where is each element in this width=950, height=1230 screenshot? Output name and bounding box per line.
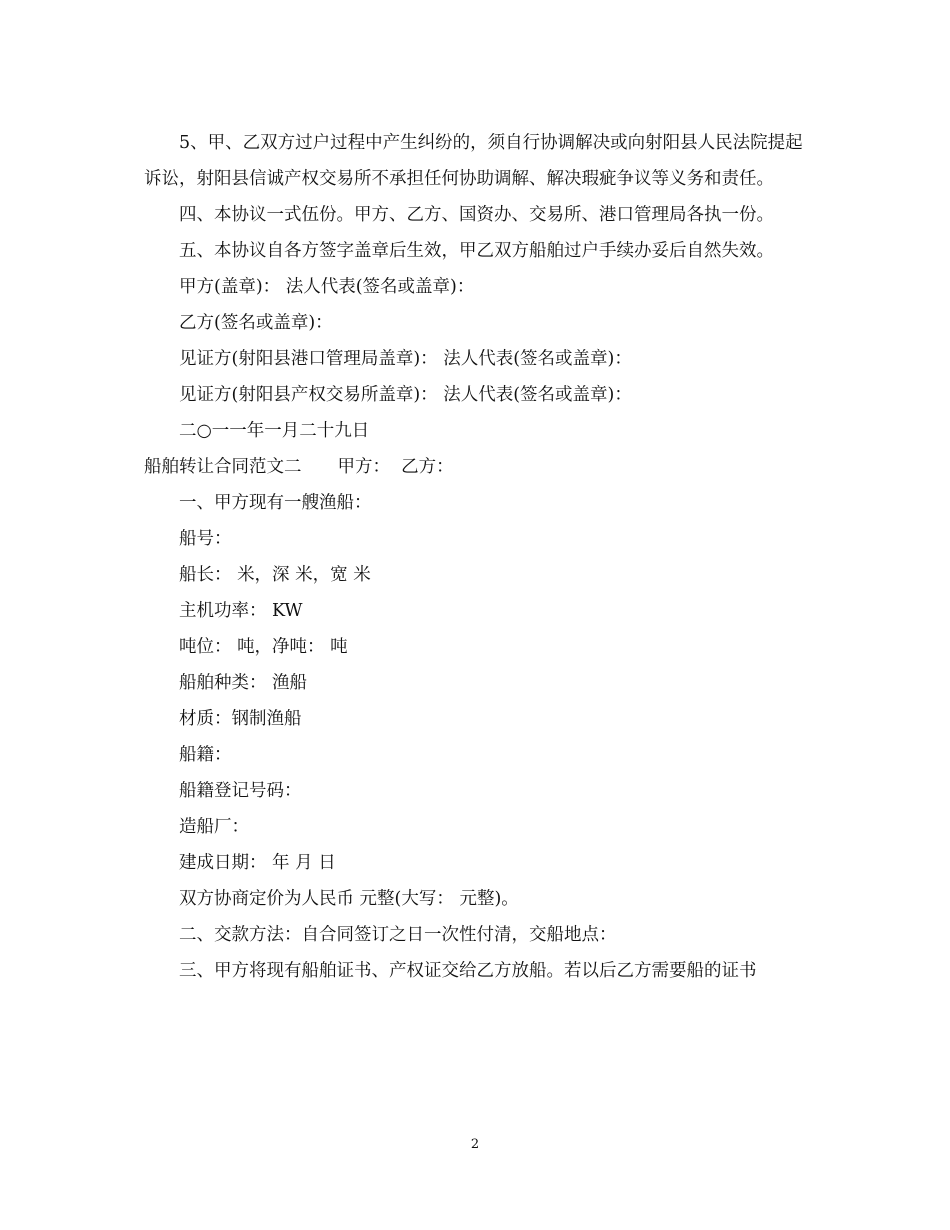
paragraph-effect: 五、本协议自各方签字盖章后生效，甲乙双方船舶过户手续办妥后自然失效。 — [179, 241, 774, 261]
field-build-date: 建成日期： 年 月 日 — [179, 853, 336, 873]
field-material: 材质：钢制渔船 — [179, 709, 302, 729]
field-tonnage: 吨位： 吨，净吨： 吨 — [179, 637, 348, 657]
page-number: 2 — [470, 1137, 480, 1152]
document-body — [144, 125, 806, 989]
field-vessel-number: 船号： — [179, 529, 232, 549]
signature-witness-port: 见证方(射阳县港口管理局盖章)： 法人代表(签名或盖章)： — [179, 349, 632, 369]
signature-party-a: 甲方(盖章)： 法人代表(签名或盖章)： — [179, 277, 475, 297]
contract-two-party-b: 乙方： — [401, 457, 454, 477]
field-vessel-intro: 一、甲方现有一艘渔船： — [179, 493, 372, 513]
contract-two-title: 船舶转让合同范文二 — [144, 457, 302, 477]
field-vessel-type: 船舶种类： 渔船 — [179, 673, 308, 693]
field-price: 双方协商定价为人民币 元整(大写： 元整)。 — [179, 889, 519, 909]
field-registry: 船籍： — [179, 745, 232, 765]
field-registry-number: 船籍登记号码： — [179, 781, 302, 801]
paragraph-dispute: 5、甲、乙双方过户过程中产生纠纷的，须自行协调解决或向射阳县人民法院提起诉讼，射阳县信诚产权交易所不承担任何协助调解、解决瑕疵争议等义务和责任。 — [144, 133, 803, 189]
field-engine-power: 主机功率： KW — [179, 601, 303, 621]
field-vessel-dimensions: 船长： 米，深 米，宽 米 — [179, 565, 371, 585]
field-payment-method: 二、交款方法：自合同签订之日一次性付清，交船地点： — [179, 925, 617, 945]
contract-two-heading — [144, 449, 806, 485]
field-shipyard: 造船厂： — [179, 817, 249, 837]
signature-party-b: 乙方(签名或盖章)： — [179, 313, 333, 333]
field-certificates: 三、甲方将现有船舶证书、产权证交给乙方放船。若以后乙方需要船的证书 — [179, 961, 757, 981]
signing-date: 二○一一年一月二十九日 — [179, 421, 370, 441]
paragraph-copies: 四、本协议一式伍份。甲方、乙方、国资办、交易所、港口管理局各执一份。 — [179, 205, 774, 225]
contract-two-party-a: 甲方： — [337, 457, 390, 477]
signature-witness-exchange: 见证方(射阳县产权交易所盖章)： 法人代表(签名或盖章)： — [179, 385, 632, 405]
